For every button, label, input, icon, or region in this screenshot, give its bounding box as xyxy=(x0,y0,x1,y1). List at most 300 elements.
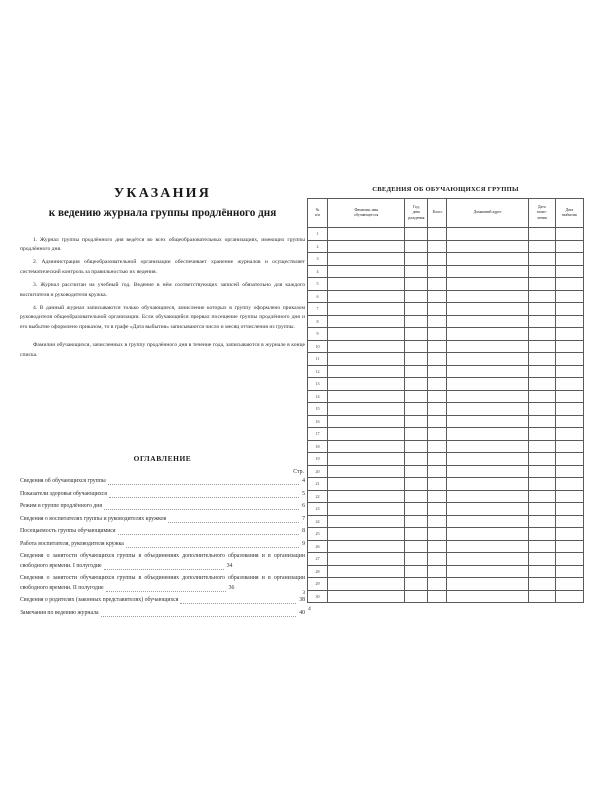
table-cell-empty[interactable] xyxy=(555,440,583,453)
table-cell-empty[interactable] xyxy=(528,278,555,291)
table-cell-empty[interactable] xyxy=(447,553,528,566)
row-number-cell: 19 xyxy=(308,453,328,466)
row-number-cell: 28 xyxy=(308,565,328,578)
table-cell-empty[interactable] xyxy=(528,590,555,603)
row-number-cell: 1 xyxy=(308,228,328,241)
table-cell-empty[interactable] xyxy=(555,353,583,366)
instruction-paragraph: 4. В данный журнал записываются только обучающиеся, зачисление которых в группу оформлено приказом руководителя общеобразовательной организации. Если обучающийся прервал посещение группы продлённого дня и его выбытие оформлено приказом, то в графе «Дата выбытия» записываются число и месяц отчисления из группы. xyxy=(20,304,305,330)
table-row xyxy=(308,478,584,491)
table-cell-empty[interactable] xyxy=(428,490,447,503)
toc-leader-dots xyxy=(126,547,299,548)
table-cell-empty[interactable] xyxy=(405,240,428,253)
table-cell-empty[interactable] xyxy=(528,428,555,441)
table-cell-empty[interactable] xyxy=(405,440,428,453)
table-cell-empty[interactable] xyxy=(447,315,528,328)
table-cell-empty[interactable] xyxy=(528,465,555,478)
toc-page-column-label: Стр. xyxy=(293,469,304,475)
table-cell-empty[interactable] xyxy=(555,265,583,278)
table-cell-empty[interactable] xyxy=(447,490,528,503)
row-number-cell: 15 xyxy=(308,403,328,416)
toc-entry[interactable] xyxy=(20,540,305,549)
closing-paragraph: Фамилии обучающихся, зачисленных в группу продлённого дня в течение года, записываются в журнале в конце списка. xyxy=(20,342,305,359)
table-cell-empty[interactable] xyxy=(405,565,428,578)
table-cell-empty[interactable] xyxy=(555,290,583,303)
row-number-cell: 29 xyxy=(308,578,328,591)
table-cell-empty[interactable] xyxy=(447,540,528,553)
table-cell-empty[interactable] xyxy=(428,315,447,328)
table-column-header: Дата зачис- ления xyxy=(528,199,555,228)
toc-leader-dots xyxy=(168,522,299,523)
table-row xyxy=(308,428,584,441)
table-column-header: Дата выбытия xyxy=(555,199,583,228)
table-row xyxy=(308,340,584,353)
table-cell-empty[interactable] xyxy=(555,578,583,591)
table-cell-empty[interactable] xyxy=(428,353,447,366)
table-cell-empty[interactable] xyxy=(405,465,428,478)
table-cell-empty[interactable] xyxy=(405,478,428,491)
toc-entry-label: Замечания по ведению журнала xyxy=(20,609,99,616)
toc-leader-dots xyxy=(108,484,299,485)
table-cell-empty[interactable] xyxy=(428,278,447,291)
table-cell-empty[interactable] xyxy=(428,253,447,266)
toc-leader-dots xyxy=(104,509,299,510)
table-cell-empty[interactable] xyxy=(555,240,583,253)
toc-entry[interactable] xyxy=(20,552,305,571)
table-cell-empty[interactable] xyxy=(555,540,583,553)
table-cell-empty[interactable] xyxy=(405,340,428,353)
table-cell-empty[interactable] xyxy=(428,378,447,391)
table-cell-empty[interactable] xyxy=(328,303,405,316)
row-number-cell: 7 xyxy=(308,303,328,316)
table-cell-empty[interactable] xyxy=(405,453,428,466)
toc-entry[interactable] xyxy=(20,490,305,499)
table-cell-empty[interactable] xyxy=(405,528,428,541)
table-cell-empty[interactable] xyxy=(328,540,405,553)
toc-entry-page: 38 xyxy=(299,597,305,604)
table-row xyxy=(308,590,584,603)
table-cell-empty[interactable] xyxy=(428,340,447,353)
toc-entry-page: 40 xyxy=(299,609,305,616)
toc-entry-label: Сведения об обучающихся группы xyxy=(20,478,106,484)
table-cell-empty[interactable] xyxy=(405,378,428,391)
table-cell-empty[interactable] xyxy=(555,303,583,316)
table-cell-empty[interactable] xyxy=(528,440,555,453)
table-cell-empty[interactable] xyxy=(428,428,447,441)
table-cell-empty[interactable] xyxy=(428,528,447,541)
row-number-cell: 21 xyxy=(308,478,328,491)
table-cell-empty[interactable] xyxy=(428,403,447,416)
table-cell-empty[interactable] xyxy=(328,328,405,341)
table-cell-empty[interactable] xyxy=(405,290,428,303)
table-row xyxy=(308,415,584,428)
table-cell-empty[interactable] xyxy=(447,240,528,253)
table-cell-empty[interactable] xyxy=(428,565,447,578)
table-cell-empty[interactable] xyxy=(428,265,447,278)
table-cell-empty[interactable] xyxy=(328,378,405,391)
row-number-cell: 17 xyxy=(308,428,328,441)
row-number-cell: 24 xyxy=(308,515,328,528)
table-row xyxy=(308,440,584,453)
table-cell-empty[interactable] xyxy=(428,240,447,253)
table-cell-empty[interactable] xyxy=(328,528,405,541)
table-row xyxy=(308,540,584,553)
table-cell-empty[interactable] xyxy=(328,353,405,366)
table-cell-empty[interactable] xyxy=(447,303,528,316)
table-cell-empty[interactable] xyxy=(447,453,528,466)
table-cell-empty[interactable] xyxy=(405,253,428,266)
table-cell-empty[interactable] xyxy=(405,328,428,341)
table-cell-empty[interactable] xyxy=(328,515,405,528)
row-number-cell: 14 xyxy=(308,390,328,403)
table-cell-empty[interactable] xyxy=(428,390,447,403)
table-cell-empty[interactable] xyxy=(405,390,428,403)
toc-entry[interactable] xyxy=(20,596,305,605)
table-cell-empty[interactable] xyxy=(555,378,583,391)
table-cell-empty[interactable] xyxy=(555,278,583,291)
table-cell-empty[interactable] xyxy=(447,515,528,528)
table-cell-empty[interactable] xyxy=(405,428,428,441)
table-column-header: № п/п xyxy=(308,199,328,228)
table-cell-empty[interactable] xyxy=(447,328,528,341)
row-number-cell: 30 xyxy=(308,590,328,603)
page-subtitle: к ведению журнала группы продлённого дня xyxy=(48,207,277,220)
page-folio: 4 xyxy=(308,606,311,612)
table-cell-empty[interactable] xyxy=(447,253,528,266)
row-number-cell: 25 xyxy=(308,528,328,541)
row-number-cell: 8 xyxy=(308,315,328,328)
row-number-cell: 23 xyxy=(308,503,328,516)
table-row xyxy=(308,390,584,403)
table-cell-empty[interactable] xyxy=(447,378,528,391)
toc-entry-page: 34 xyxy=(226,562,233,569)
row-number-cell: 13 xyxy=(308,378,328,391)
table-cell-empty[interactable] xyxy=(528,328,555,341)
table-cell-empty[interactable] xyxy=(428,553,447,566)
toc-list xyxy=(20,477,305,618)
table-cell-empty[interactable] xyxy=(405,303,428,316)
table-cell-empty[interactable] xyxy=(328,565,405,578)
table-cell-empty[interactable] xyxy=(428,228,447,241)
table-cell-empty[interactable] xyxy=(405,515,428,528)
table-cell-empty[interactable] xyxy=(555,565,583,578)
instruction-paragraph: 1. Журнал группы продлённого дня ведётся во всех общеобразовательных организациях, имеющих группы продлённого дня. xyxy=(20,236,305,253)
table-cell-empty[interactable] xyxy=(405,403,428,416)
table-cell-empty[interactable] xyxy=(555,253,583,266)
table-cell-empty[interactable] xyxy=(447,340,528,353)
table-row xyxy=(308,528,584,541)
right-page xyxy=(307,186,584,612)
table-cell-empty[interactable] xyxy=(405,228,428,241)
table-column-header: Класс xyxy=(428,199,447,228)
table-cell-empty[interactable] xyxy=(555,340,583,353)
toc-entry-label: Сведения о родителях (законных представителях) обучающихся xyxy=(20,597,179,604)
table-cell-empty[interactable] xyxy=(428,578,447,591)
table-cell-empty[interactable] xyxy=(328,290,405,303)
table-cell-empty[interactable] xyxy=(555,315,583,328)
table-cell-empty[interactable] xyxy=(428,303,447,316)
table-cell-empty[interactable] xyxy=(447,228,528,241)
table-cell-empty[interactable] xyxy=(328,478,405,491)
table-cell-empty[interactable] xyxy=(405,365,428,378)
table-cell-empty[interactable] xyxy=(528,365,555,378)
table-cell-empty[interactable] xyxy=(528,490,555,503)
table-cell-empty[interactable] xyxy=(447,390,528,403)
table-cell-empty[interactable] xyxy=(328,465,405,478)
table-cell-empty[interactable] xyxy=(328,503,405,516)
page-title: УКАЗАНИЯ xyxy=(113,186,212,201)
student-roster-table xyxy=(307,198,584,603)
table-header-row xyxy=(308,199,584,228)
toc-leader-dots xyxy=(101,616,297,617)
table-cell-empty[interactable] xyxy=(555,590,583,603)
toc-entry[interactable] xyxy=(20,609,305,618)
table-cell-empty[interactable] xyxy=(405,578,428,591)
table-row xyxy=(308,253,584,266)
table-cell-empty[interactable] xyxy=(528,403,555,416)
table-cell-empty[interactable] xyxy=(405,490,428,503)
table-cell-empty[interactable] xyxy=(528,453,555,466)
table-cell-empty[interactable] xyxy=(405,278,428,291)
table-row xyxy=(308,465,584,478)
table-cell-empty[interactable] xyxy=(447,578,528,591)
table-cell-empty[interactable] xyxy=(447,590,528,603)
table-cell-empty[interactable] xyxy=(405,353,428,366)
toc-leader-dots xyxy=(104,569,224,570)
table-cell-empty[interactable] xyxy=(528,378,555,391)
table-cell-empty[interactable] xyxy=(555,553,583,566)
table-column-header: Фамилия, имя обучающегося xyxy=(328,199,405,228)
table-cell-empty[interactable] xyxy=(555,515,583,528)
table-cell-empty[interactable] xyxy=(428,328,447,341)
table-cell-empty[interactable] xyxy=(428,365,447,378)
table-cell-empty[interactable] xyxy=(405,265,428,278)
table-cell-empty[interactable] xyxy=(328,428,405,441)
table-cell-empty[interactable] xyxy=(528,353,555,366)
table-cell-empty[interactable] xyxy=(428,415,447,428)
table-cell-empty[interactable] xyxy=(528,578,555,591)
table-cell-empty[interactable] xyxy=(555,465,583,478)
table-cell-empty[interactable] xyxy=(328,340,405,353)
table-row xyxy=(308,553,584,566)
table-row xyxy=(308,403,584,416)
table-cell-empty[interactable] xyxy=(528,565,555,578)
toc-entry-label: Показатели здоровья обучающихся xyxy=(20,490,107,497)
table-cell-empty[interactable] xyxy=(528,253,555,266)
table-row xyxy=(308,228,584,241)
table-cell-empty[interactable] xyxy=(555,328,583,341)
table-cell-empty[interactable] xyxy=(528,290,555,303)
table-cell-empty[interactable] xyxy=(447,503,528,516)
page-folio: 3 xyxy=(302,590,305,596)
row-number-cell: 27 xyxy=(308,553,328,566)
table-cell-empty[interactable] xyxy=(447,365,528,378)
toc-entry-label: Режим в группе продлённого дня xyxy=(20,503,103,510)
table-row xyxy=(308,328,584,341)
table-cell-empty[interactable] xyxy=(428,453,447,466)
table-cell-empty[interactable] xyxy=(555,403,583,416)
toc-entry-page: 5 xyxy=(302,490,305,497)
table-row xyxy=(308,303,584,316)
table-cell-empty[interactable] xyxy=(447,440,528,453)
table-cell-empty[interactable] xyxy=(447,278,528,291)
toc-entry-label: Сведения о занятости обучающихся группы в объединениях дополнительного образования и в организации свободного времени. II полугодие xyxy=(20,575,305,591)
table-cell-empty[interactable] xyxy=(528,515,555,528)
table-cell-empty[interactable] xyxy=(447,565,528,578)
table-cell-empty[interactable] xyxy=(405,415,428,428)
table-cell-empty[interactable] xyxy=(328,365,405,378)
table-cell-empty[interactable] xyxy=(555,365,583,378)
table-column-header: Год, день рождения xyxy=(405,199,428,228)
table-cell-empty[interactable] xyxy=(528,390,555,403)
row-number-cell: 12 xyxy=(308,365,328,378)
table-cell-empty[interactable] xyxy=(555,415,583,428)
table-cell-empty[interactable] xyxy=(328,240,405,253)
table-row xyxy=(308,290,584,303)
instruction-paragraph: 2. Администрация общеобразовательной организации обеспечивает хранение журналов и осуществляет систематический контроль за правильностью их ведения. xyxy=(20,259,305,276)
table-cell-empty[interactable] xyxy=(447,415,528,428)
table-cell-empty[interactable] xyxy=(528,265,555,278)
table-cell-empty[interactable] xyxy=(447,353,528,366)
table-title: СВЕДЕНИЯ ОБ ОБУЧАЮЩИХСЯ ГРУППЫ xyxy=(372,186,519,193)
table-cell-empty[interactable] xyxy=(447,465,528,478)
table-cell-empty[interactable] xyxy=(428,503,447,516)
table-cell-empty[interactable] xyxy=(555,478,583,491)
table-row xyxy=(308,240,584,253)
toc-entry-label: Посещаемость группы обучающимися xyxy=(20,528,116,535)
table-cell-empty[interactable] xyxy=(555,528,583,541)
table-cell-empty[interactable] xyxy=(428,590,447,603)
table-cell-empty[interactable] xyxy=(405,315,428,328)
toc-entry-label: Сведения о воспитателях группы и руководителях кружков xyxy=(20,515,167,522)
table-cell-empty[interactable] xyxy=(447,265,528,278)
toc-entry-page: 36 xyxy=(228,584,235,591)
table-cell-empty[interactable] xyxy=(428,465,447,478)
table-cell-empty[interactable] xyxy=(428,440,447,453)
table-cell-empty[interactable] xyxy=(555,490,583,503)
table-cell-empty[interactable] xyxy=(405,540,428,553)
left-page xyxy=(20,186,305,616)
table-cell-empty[interactable] xyxy=(528,553,555,566)
table-cell-empty[interactable] xyxy=(528,415,555,428)
table-cell-empty[interactable] xyxy=(528,303,555,316)
table-cell-empty[interactable] xyxy=(328,278,405,291)
table-cell-empty[interactable] xyxy=(328,253,405,266)
table-cell-empty[interactable] xyxy=(405,590,428,603)
row-number-cell: 20 xyxy=(308,465,328,478)
table-cell-empty[interactable] xyxy=(405,503,428,516)
table-of-contents xyxy=(20,454,305,622)
row-number-cell: 16 xyxy=(308,415,328,428)
table-cell-empty[interactable] xyxy=(328,490,405,503)
row-number-cell: 26 xyxy=(308,540,328,553)
table-cell-empty[interactable] xyxy=(528,478,555,491)
table-row xyxy=(308,490,584,503)
table-cell-empty[interactable] xyxy=(528,528,555,541)
table-cell-empty[interactable] xyxy=(555,453,583,466)
table-cell-empty[interactable] xyxy=(328,403,405,416)
table-cell-empty[interactable] xyxy=(428,478,447,491)
toc-entry-page: 4 xyxy=(302,478,305,484)
row-number-cell: 11 xyxy=(308,353,328,366)
toc-entry[interactable] xyxy=(20,515,305,524)
table-cell-empty[interactable] xyxy=(428,290,447,303)
table-cell-empty[interactable] xyxy=(328,553,405,566)
table-row xyxy=(308,515,584,528)
table-row xyxy=(308,378,584,391)
table-cell-empty[interactable] xyxy=(447,428,528,441)
table-cell-empty[interactable] xyxy=(528,503,555,516)
table-row xyxy=(308,453,584,466)
toc-heading: ОГЛАВЛЕНИЕ xyxy=(133,454,192,463)
toc-entry[interactable] xyxy=(20,527,305,536)
table-header xyxy=(308,199,584,228)
table-row xyxy=(308,578,584,591)
table-cell-empty[interactable] xyxy=(328,415,405,428)
toc-entry-page: 9 xyxy=(302,540,305,547)
toc-entry[interactable] xyxy=(20,477,305,486)
table-row xyxy=(308,278,584,291)
table-cell-empty[interactable] xyxy=(555,503,583,516)
table-row xyxy=(308,265,584,278)
table-cell-empty[interactable] xyxy=(328,390,405,403)
table-row xyxy=(308,315,584,328)
table-cell-empty[interactable] xyxy=(447,290,528,303)
row-number-cell: 22 xyxy=(308,490,328,503)
table-cell-empty[interactable] xyxy=(555,228,583,241)
table-cell-empty[interactable] xyxy=(328,590,405,603)
row-number-cell: 9 xyxy=(308,328,328,341)
toc-leader-dots xyxy=(118,534,300,535)
toc-entry[interactable] xyxy=(20,502,305,511)
row-number-cell: 2 xyxy=(308,240,328,253)
table-cell-empty[interactable] xyxy=(405,553,428,566)
row-number-cell: 3 xyxy=(308,253,328,266)
toc-entry-page: 7 xyxy=(302,515,305,522)
instruction-paragraph: 3. Журнал рассчитан на учебный год. Ведение в нём соответствующих записей обязательно для каждого воспитателя и руководителя кружка. xyxy=(20,282,305,298)
table-cell-empty[interactable] xyxy=(328,265,405,278)
row-number-cell: 18 xyxy=(308,440,328,453)
table-cell-empty[interactable] xyxy=(328,315,405,328)
table-cell-empty[interactable] xyxy=(528,240,555,253)
table-cell-empty[interactable] xyxy=(328,440,405,453)
table-cell-empty[interactable] xyxy=(428,515,447,528)
table-cell-empty[interactable] xyxy=(328,578,405,591)
toc-leader-dots xyxy=(180,603,296,604)
instructions-block xyxy=(20,236,305,361)
row-number-cell: 10 xyxy=(308,340,328,353)
table-cell-empty[interactable] xyxy=(447,478,528,491)
table-row xyxy=(308,353,584,366)
toc-entry-page: 8 xyxy=(302,528,305,535)
table-cell-empty[interactable] xyxy=(528,315,555,328)
toc-entry-label: Работа воспитателя, руководителя кружка xyxy=(20,540,124,547)
table-cell-empty[interactable] xyxy=(447,403,528,416)
table-body xyxy=(308,228,584,603)
table-cell-empty[interactable] xyxy=(555,428,583,441)
table-cell-empty[interactable] xyxy=(328,453,405,466)
table-cell-empty[interactable] xyxy=(528,340,555,353)
table-row xyxy=(308,565,584,578)
table-cell-empty[interactable] xyxy=(528,228,555,241)
table-row xyxy=(308,503,584,516)
table-cell-empty[interactable] xyxy=(428,540,447,553)
table-column-header: Домашний адрес xyxy=(447,199,528,228)
table-cell-empty[interactable] xyxy=(328,228,405,241)
table-cell-empty[interactable] xyxy=(555,390,583,403)
table-row xyxy=(308,365,584,378)
table-cell-empty[interactable] xyxy=(528,540,555,553)
table-cell-empty[interactable] xyxy=(447,528,528,541)
